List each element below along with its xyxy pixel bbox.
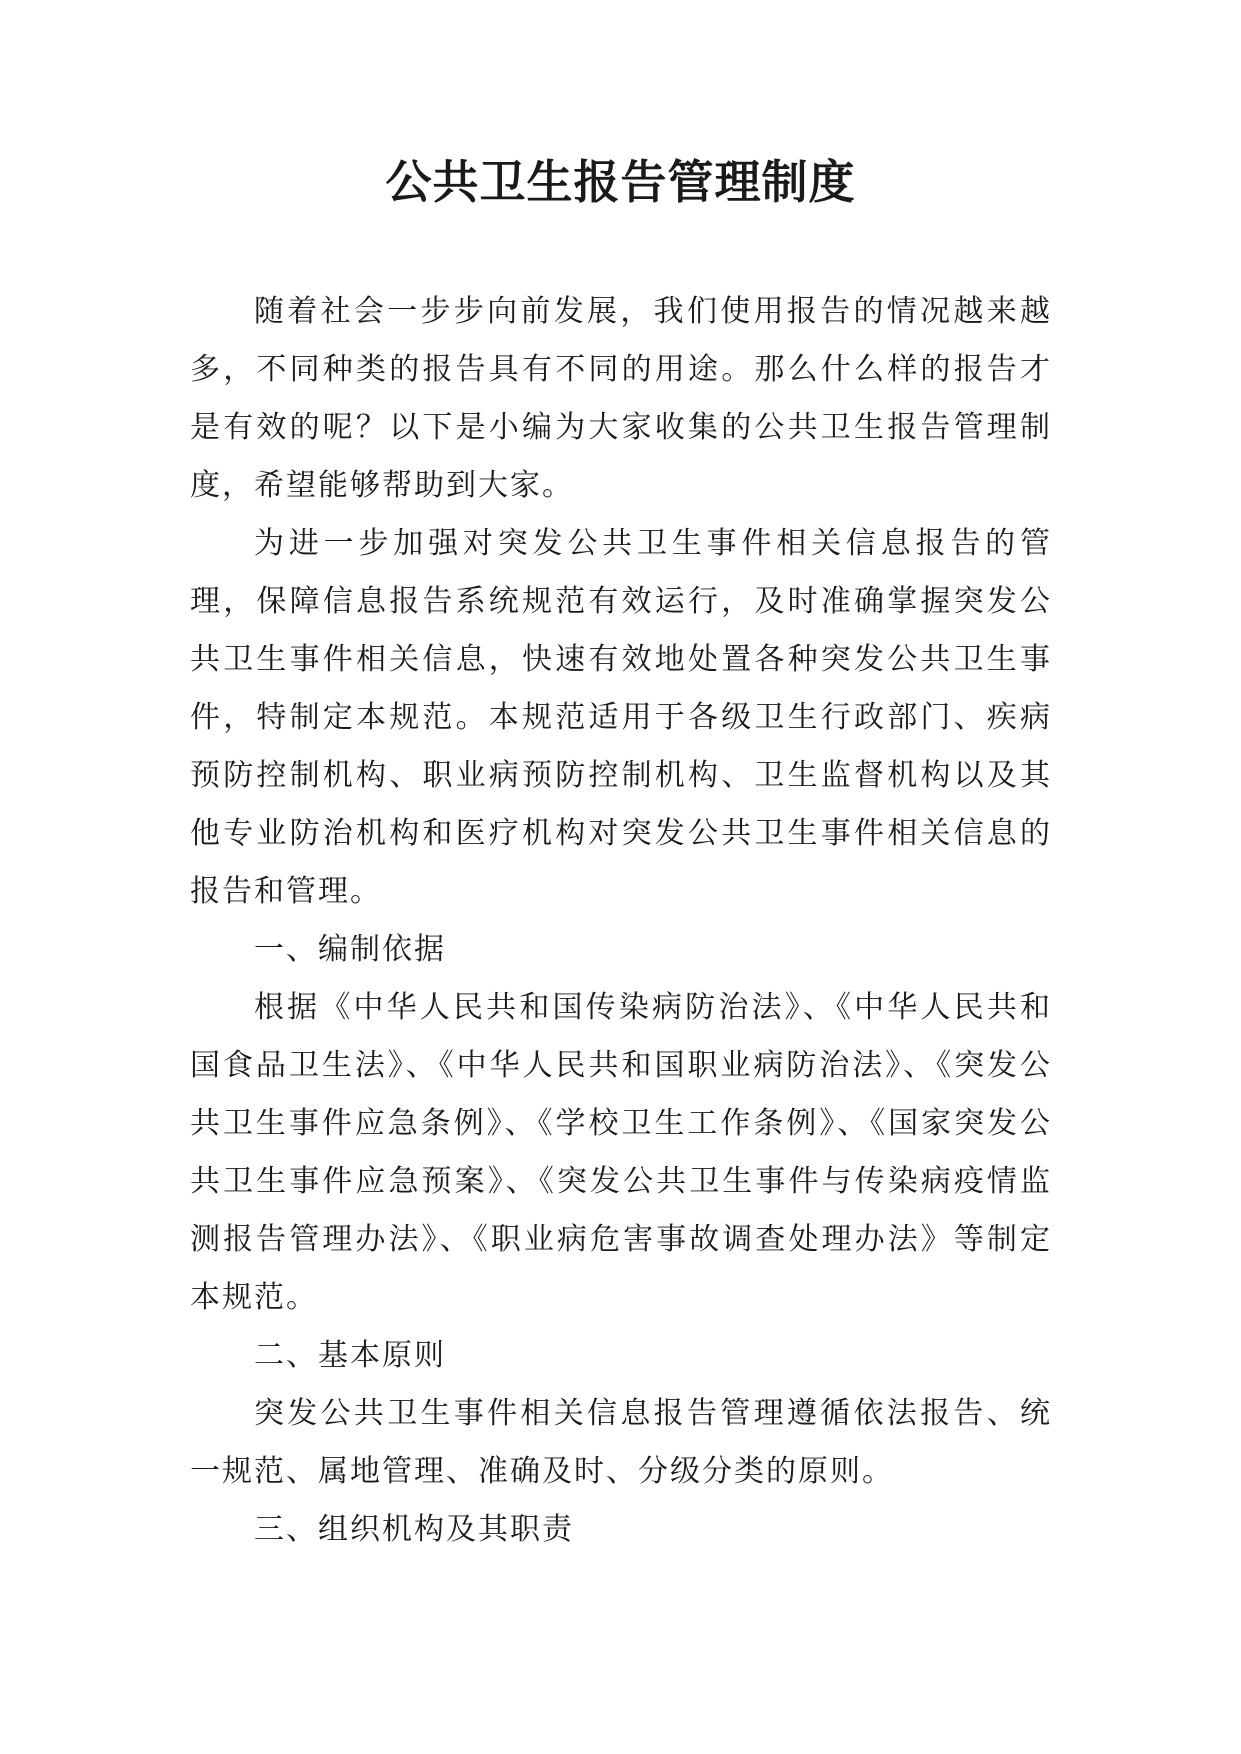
section-heading-organization: 三、组织机构及其职责	[254, 1512, 574, 1547]
section-heading-principles: 二、基本原则	[254, 1338, 446, 1373]
document-title: 公共卫生报告管理制度	[385, 155, 856, 209]
purpose-paragraph: 为进一步加强对突发公共卫生事件相关信息报告的管理，保障信息报告系统规范有效运行，及时准确掌握突发公共卫生事件相关信息，快速有效地处置各种突发公共卫生事件，特制定本规范。本规范适用于各级卫生行政部门、疾病预防控制机构、职业病预防控制机构、卫生监督机构以及其他专业防治机构和医疗机构对突发公共卫生事件相关信息的报告和管理。	[190, 526, 1052, 909]
section-heading-basis: 一、编制依据	[254, 932, 446, 967]
principles-paragraph: 突发公共卫生事件相关信息报告管理遵循依法报告、统一规范、属地管理、准确及时、分级分类的原则。	[190, 1396, 1052, 1489]
basis-paragraph: 根据《中华人民共和国传染病防治法》、《中华人民共和国食品卫生法》、《中华人民共和国职业病防治法》、《突发公共卫生事件应急条例》、《学校卫生工作条例》、《国家突发公共卫生事件应急预案》、《突发公共卫生事件与传染病疫情监测报告管理办法》、《职业病危害事故调查处理办法》等制定本规范。	[190, 990, 1052, 1315]
intro-paragraph: 随着社会一步步向前发展，我们使用报告的情况越来越多，不同种类的报告具有不同的用途。那么什么样的报告才是有效的呢？以下是小编为大家收集的公共卫生报告管理制度，希望能够帮助到大家。	[190, 294, 1052, 503]
document-body	[190, 283, 1052, 1559]
